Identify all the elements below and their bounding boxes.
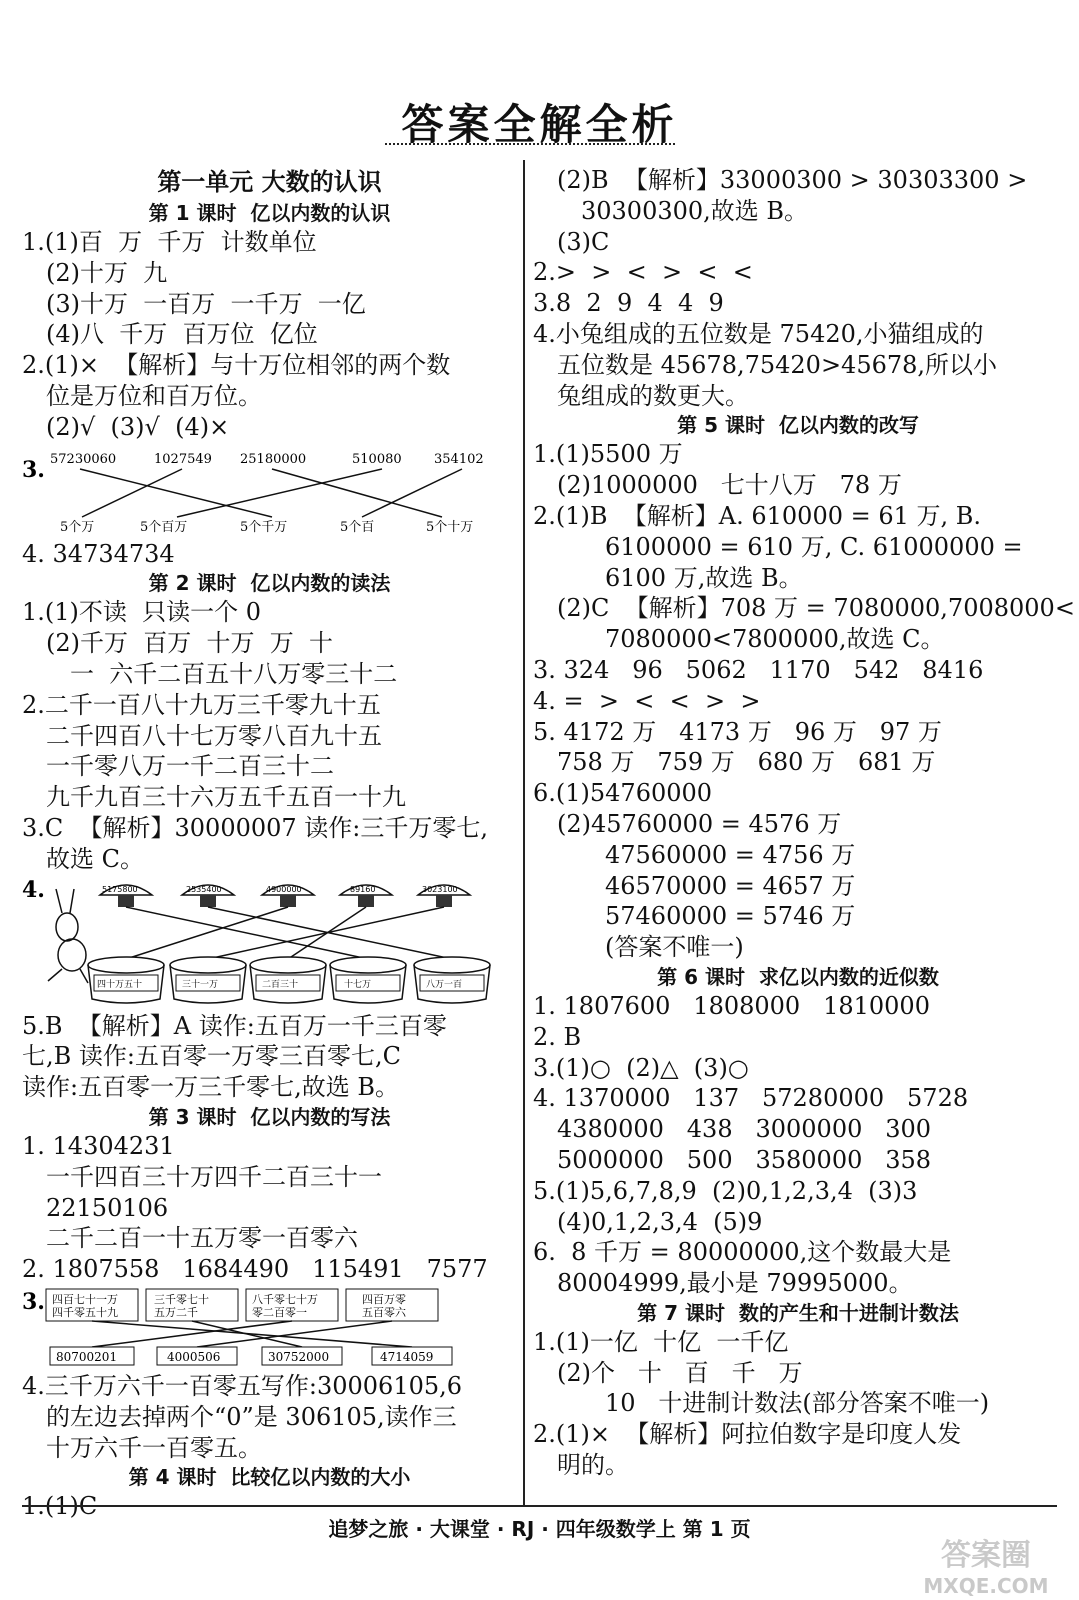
answer-line: (2)十万 九 — [46, 258, 168, 287]
mushroom-icon — [340, 885, 392, 907]
answer-line: (3)C — [557, 227, 610, 256]
right-column — [533, 165, 1075, 1481]
answer-line: 7080000<7800000,故选 C。 — [605, 625, 945, 654]
figure-number: 3. — [22, 456, 45, 483]
answer-line: 6. 8 千万 = 80000000,这个数最大是 — [533, 1238, 952, 1267]
answer-line: (2)个 十 百 千 万 — [557, 1358, 803, 1387]
match-line — [82, 469, 182, 517]
answer-line: (2)1000000 七十八万 78 万 — [557, 471, 902, 500]
matching-figure-1 — [22, 445, 517, 535]
number-card: 80700201 — [56, 1349, 118, 1364]
match-line — [126, 907, 288, 959]
answer-line: 二千四百八十七万零八百九十五 — [46, 721, 382, 750]
lesson-3-heading: 第 3 课时 亿以内数的写法 — [148, 1104, 391, 1129]
watermark-line-2: MXQE.COM — [923, 1574, 1049, 1598]
answer-line: 二千二百一十五万零一百零六 — [46, 1224, 358, 1253]
word-card-label: 八千零七十万零二百零一 — [252, 1292, 318, 1319]
answer-line: 3.(1)○ (2)△ (3)○ — [533, 1053, 749, 1082]
mushroom-icon — [100, 885, 152, 907]
match-line — [362, 469, 462, 517]
footer-rule — [22, 1505, 1057, 1507]
mushroom-icon — [418, 885, 470, 907]
word-card-label: 三千零七十五万二千 — [154, 1292, 209, 1319]
watermark-line-1: 答案圈 — [941, 1538, 1031, 1573]
match-bottom-label: 5个十万 — [426, 519, 474, 535]
answer-line: 5.B 【解析】A 读作:五百万一千三百零 — [22, 1011, 447, 1040]
title-underline — [385, 143, 675, 145]
left-column — [22, 165, 517, 1522]
match-top-label: 1027549 — [154, 451, 212, 467]
answer-line: (2)√ (3)√ (4)× — [46, 412, 230, 441]
mushroom-pot-figure — [22, 877, 517, 1007]
answer-line: 明的。 — [557, 1451, 629, 1480]
match-bottom-label: 5个百 — [340, 519, 375, 535]
answer-line: 读作:五百零一万三千零七,故选 B。 — [22, 1073, 399, 1102]
answer-line: 兔组成的数更大。 — [557, 381, 749, 410]
answer-line: 十万六千一百零五。 — [46, 1433, 262, 1462]
answer-line: 5. 4172 万 4173 万 96 万 97 万 — [533, 717, 942, 746]
answer-line: 3.8 2 9 4 4 9 — [533, 289, 724, 318]
pot-icon — [250, 957, 326, 1003]
watermark-logo — [911, 1530, 1061, 1598]
answer-line: 2.二千一百八十九万三千零九十五 — [22, 690, 381, 719]
unit-heading: 第一单元 大数的认识 — [157, 168, 382, 196]
answer-line: (3)十万 一百万 一千万 一亿 — [46, 289, 366, 318]
svg-text:四十万五十: 四十万五十 — [97, 979, 143, 990]
answer-line: 4. 34734734 — [22, 539, 175, 568]
answer-line: 4.三千万六千一百零五写作:30006105,6 — [22, 1371, 463, 1400]
answer-line: 4. = > < < > > — [533, 686, 761, 715]
number-card: 30752000 — [268, 1349, 330, 1364]
answer-line: 一 六千二百五十八万零三十二 — [70, 659, 398, 688]
svg-text:三十一万: 三十一万 — [182, 979, 219, 990]
pot-icon — [414, 957, 490, 1003]
answer-line: 57460000 = 5746 万 — [605, 902, 856, 931]
svg-text:5175800: 5175800 — [102, 884, 138, 894]
lesson-6-heading: 第 6 课时 求亿以内数的近似数 — [657, 964, 939, 989]
answer-line: 6.(1)54760000 — [533, 779, 713, 808]
number-card: 4000506 — [167, 1349, 221, 1364]
page-footer: 追梦之旅 · 大课堂 · RJ · 四年级数学上 第 1 页 — [328, 1517, 751, 1541]
answer-line: 一千四百三十万四千二百三十一 — [46, 1162, 382, 1191]
answer-line: 故选 C。 — [46, 844, 144, 873]
answer-line: 2. 1807558 1684490 115491 7577 — [22, 1255, 488, 1284]
answer-line: 6100 万,故选 B。 — [605, 563, 803, 592]
answer-line: 1. 14304231 — [22, 1131, 175, 1160]
answer-line: 1.(1)C — [22, 1492, 98, 1521]
pot-icon — [88, 957, 164, 1003]
match-line — [177, 469, 382, 517]
answer-line: 七,B 读作:五百零一万零三百零七,C — [22, 1042, 401, 1071]
match-bottom-label: 5个百万 — [140, 519, 188, 535]
lesson-5-heading: 第 5 课时 亿以内数的改写 — [677, 413, 919, 438]
mushroom-icon — [262, 885, 314, 907]
answer-line: (2)B 【解析】33000300 > 30303300 > — [557, 166, 1028, 194]
answer-line: 2.(1)× 【解析】阿拉伯数字是印度人发 — [533, 1420, 962, 1449]
number-card: 4714059 — [380, 1349, 434, 1364]
svg-text:十七万: 十七万 — [344, 979, 372, 990]
match-bottom-label: 5个千万 — [240, 519, 288, 535]
answer-line: 5000000 500 3580000 358 — [557, 1145, 932, 1174]
answer-line: (2)千万 百万 十万 万 十 — [46, 629, 334, 658]
svg-text:89160: 89160 — [350, 884, 376, 894]
answer-line: 1. 1807600 1808000 1810000 — [533, 991, 930, 1020]
answer-line: 九千九百三十六万五千五百一十九 — [46, 783, 406, 812]
answer-line: 4380000 438 3000000 300 — [557, 1115, 932, 1144]
answer-line: 2.> > < > < < — [533, 258, 753, 287]
svg-text:八万一百: 八万一百 — [426, 979, 463, 990]
match-bottom-label: 5个万 — [60, 519, 95, 535]
match-line — [272, 469, 442, 517]
match-top-label: 354102 — [434, 451, 484, 467]
match-top-label: 510080 — [352, 451, 402, 467]
answer-line: 1.(1)不读 只读一个 0 — [22, 598, 262, 627]
figure-number: 4. — [22, 876, 45, 903]
pot-icon — [170, 957, 246, 1003]
answer-line: 22150106 — [46, 1193, 169, 1222]
answer-line: 的左边去掉两个“0”是 306105,读作三 — [46, 1402, 457, 1431]
answer-line: (2)C 【解析】708 万 = 7080000,7008000< — [557, 594, 1075, 623]
answer-line: 3.C 【解析】30000007 读作:三千万零七, — [22, 813, 489, 842]
lesson-4-heading: 第 4 课时 比较亿以内数的大小 — [128, 1465, 411, 1490]
lesson-2-heading: 第 2 课时 亿以内数的读法 — [148, 571, 391, 596]
answer-line: 1.(1)百 万 千万 计数单位 — [22, 228, 317, 256]
figure-number: 3. — [22, 1288, 45, 1315]
answer-line: 47560000 = 4756 万 — [605, 840, 856, 869]
answer-line: 一千零八万一千二百三十二 — [46, 752, 334, 781]
answer-line: 758 万 759 万 680 万 681 万 — [557, 748, 936, 777]
answer-line: 4.小兔组成的五位数是 75420,小猫组成的 — [533, 319, 984, 348]
rabbit-icon — [48, 889, 88, 983]
answer-line: 2.(1)× 【解析】与十万位相邻的两个数 — [22, 351, 451, 380]
answer-line: 10 十进制计数法(部分答案不唯一) — [605, 1389, 990, 1418]
answer-line: (4)0,1,2,3,4 (5)9 — [557, 1207, 763, 1236]
mushroom-icon — [182, 885, 234, 907]
match-line — [80, 469, 272, 517]
answer-line: (2)45760000 = 4576 万 — [557, 809, 842, 838]
svg-text:2535400: 2535400 — [186, 884, 222, 894]
answer-line: (4)八 千万 百万位 亿位 — [46, 320, 318, 349]
answer-line: 2.(1)B 【解析】A. 610000 = 61 万, B. — [533, 501, 982, 530]
answer-line: 80004999,最小是 79995000。 — [557, 1269, 913, 1298]
answer-line: 6100000 = 610 万, C. 61000000 = — [605, 532, 1023, 561]
word-card-label: 四百万零五百零六 — [362, 1292, 406, 1319]
lesson-7-heading: 第 7 课时 数的产生和十进制计数法 — [637, 1300, 959, 1325]
match-line — [92, 1321, 292, 1347]
page-title: 答案全解全析 — [401, 100, 678, 149]
svg-text:4900000: 4900000 — [266, 884, 302, 894]
answer-line: 2. B — [533, 1022, 582, 1051]
pot-icon — [330, 957, 406, 1003]
word-card-label: 四百七十一万四千零五十九 — [52, 1292, 118, 1319]
answer-line: 5.(1)5,6,7,8,9 (2)0,1,2,3,4 (3)3 — [533, 1176, 918, 1205]
matching-figure-3 — [22, 1287, 517, 1367]
svg-text:3023100: 3023100 — [422, 884, 458, 894]
answer-line: 1.(1)5500 万 — [533, 440, 683, 469]
column-divider — [523, 160, 525, 1505]
answer-line: 五位数是 45678,75420>45678,所以小 — [557, 350, 998, 379]
answer-line: 46570000 = 4657 万 — [605, 871, 856, 900]
answer-line: 位是万位和百万位。 — [46, 381, 262, 410]
match-top-label: 25180000 — [240, 451, 307, 467]
answer-line: (答案不唯一) — [605, 933, 744, 962]
match-top-label: 57230060 — [50, 451, 117, 467]
lesson-1-heading: 第 1 课时 亿以内数的认识 — [148, 201, 391, 225]
svg-text:二百三十: 二百三十 — [262, 979, 299, 990]
answer-line: 30300300,故选 B。 — [581, 196, 809, 225]
match-line — [192, 1321, 302, 1347]
answer-line: 1.(1)一亿 十亿 一千亿 — [533, 1327, 789, 1356]
answer-line: 4. 1370000 137 57280000 5728 — [533, 1084, 969, 1113]
answer-line: 3. 324 96 5062 1170 542 8416 — [533, 655, 984, 684]
